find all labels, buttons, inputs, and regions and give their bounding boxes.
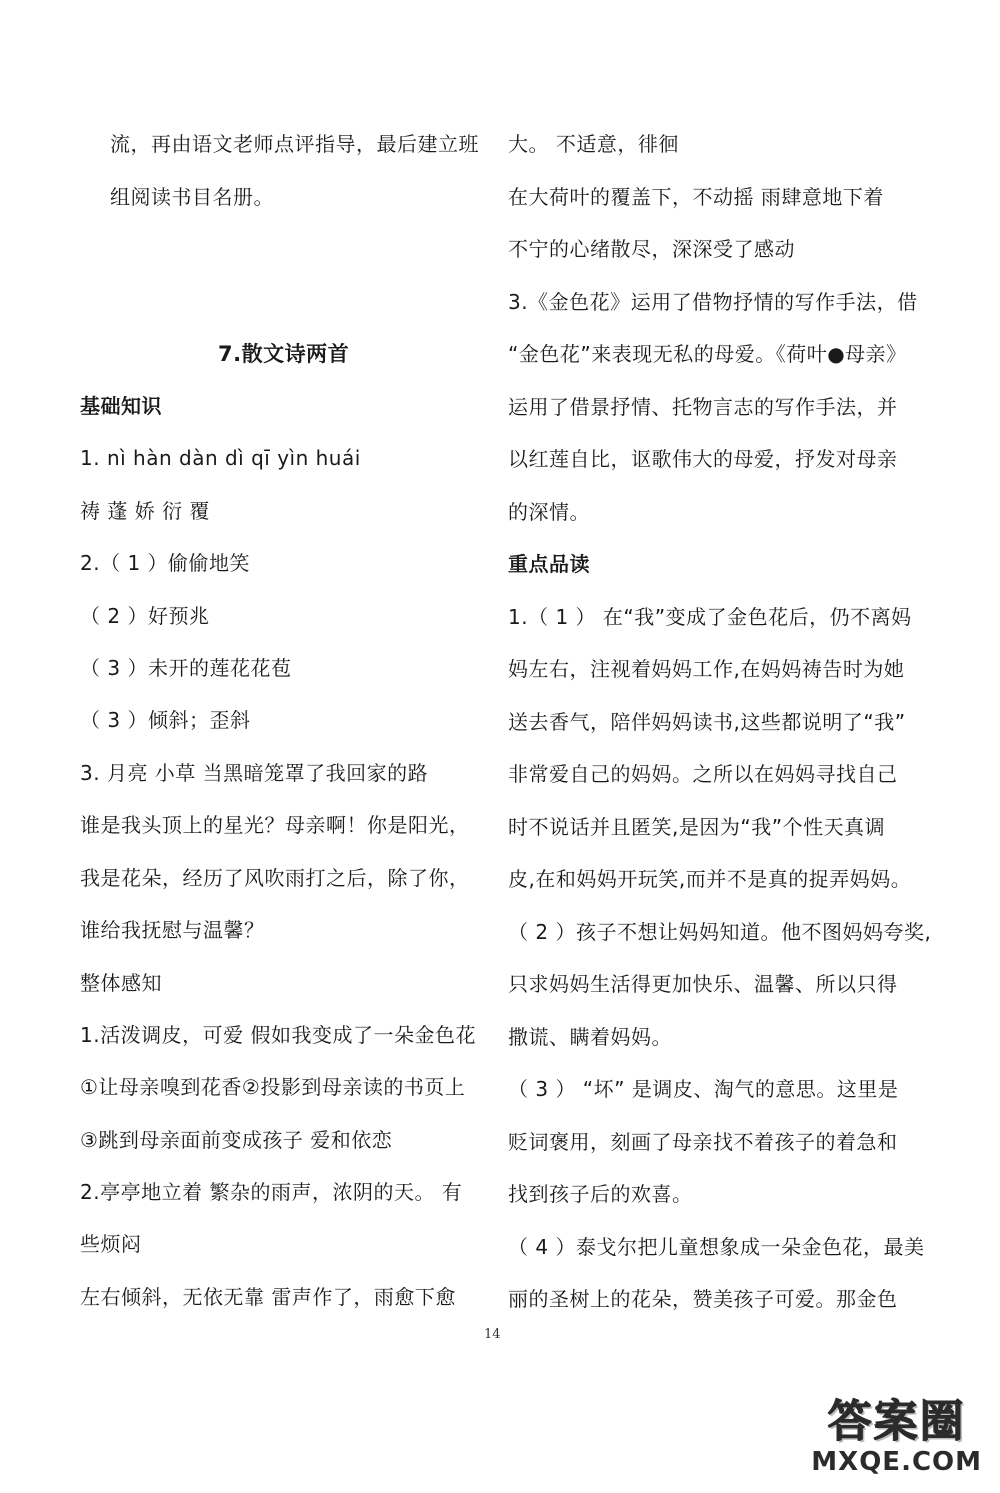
text-line: 在大荷叶的覆盖下，不动摇 雨肆意地下着 xyxy=(508,185,884,209)
text-line: （ 3 ） “坏” 是调皮、淘气的意思。这里是 xyxy=(508,1077,899,1101)
section-title: 7.散文诗两首 xyxy=(218,342,350,366)
text-line: 运用了借景抒情、托物言志的写作手法，并 xyxy=(508,395,898,419)
text-line: 只求妈妈生活得更加快乐、温馨、所以只得 xyxy=(508,972,898,996)
text-line: 组阅读书目名册。 xyxy=(110,185,274,209)
text-line: （ 3 ）未开的莲花花苞 xyxy=(80,656,292,680)
text-line: 皮,在和妈妈开玩笑,而并不是真的捉弄妈妈。 xyxy=(508,867,912,891)
text-line: ①让母亲嗅到花香②投影到母亲读的书页上 xyxy=(80,1075,466,1099)
text-line: 妈左右，注视着妈妈工作,在妈妈祷告时为她 xyxy=(508,657,905,681)
text-line: 1. nì hàn dàn dì qī yìn huái xyxy=(80,446,361,470)
text-line: 3.《金色花》运用了借物抒情的写作手法，借 xyxy=(508,290,918,314)
text-line: 些烦闷 xyxy=(80,1232,142,1256)
text-line: 我是花朵，经历了风吹雨打之后，除了你， xyxy=(80,866,470,890)
text-line: 的深情。 xyxy=(508,500,590,524)
watermark-logo-text: 答案圈 xyxy=(827,1396,966,1447)
text-line: 左右倾斜，无依无靠 雷声作了，雨愈下愈 xyxy=(80,1285,456,1309)
text-line: （ 4 ）泰戈尔把儿童想象成一朵金色花，最美 xyxy=(508,1235,925,1259)
text-line: 找到孩子后的欢喜。 xyxy=(508,1182,693,1206)
text-line: 流，再由语文老师点评指导，最后建立班 xyxy=(110,132,479,156)
section-heading: 重点品读 xyxy=(508,552,590,576)
text-line: ③跳到母亲面前变成孩子 爱和依恋 xyxy=(80,1128,393,1152)
text-line: 3. 月亮 小草 当黑暗笼罩了我回家的路 xyxy=(80,761,429,785)
text-line: 非常爱自己的妈妈。之所以在妈妈寻找自己 xyxy=(508,762,898,786)
text-line: 1.（ 1 ） 在“我”变成了金色花后，仍不离妈 xyxy=(508,605,912,629)
watermark-logo xyxy=(811,1397,982,1477)
text-line: 时不说话并且匿笑,是因为“我”个性天真调 xyxy=(508,815,886,839)
text-line: 大。 不适意，徘徊 xyxy=(508,132,679,156)
text-line: （ 3 ）倾斜；歪斜 xyxy=(80,708,251,732)
watermark-domain: MXQE.COM xyxy=(811,1447,982,1477)
text-line: （ 2 ）孩子不想让妈妈知道。他不图妈妈夸奖, xyxy=(508,920,932,944)
text-line: 不宁的心绪散尽，深深受了感动 xyxy=(508,237,795,261)
text-line: 祷 蓬 娇 衍 覆 xyxy=(80,499,210,523)
text-line: “金色花”来表现无私的母爱。《荷叶●母亲》 xyxy=(508,342,907,366)
text-line: 谁是我头顶上的星光？母亲啊！你是阳光， xyxy=(80,813,470,837)
text-line: 整体感知 xyxy=(80,971,162,995)
text-line: 谁给我抚慰与温馨？ xyxy=(80,918,265,942)
text-line: 2.（ 1 ）偷偷地笑 xyxy=(80,551,251,575)
text-line: 丽的圣树上的花朵，赞美孩子可爱。那金色 xyxy=(508,1287,898,1311)
section-heading: 基础知识 xyxy=(80,394,162,418)
text-line: 2.亭亭地立着 繁杂的雨声，浓阴的天。 有 xyxy=(80,1180,463,1204)
text-line: 以红莲自比，讴歌伟大的母爱，抒发对母亲 xyxy=(508,447,898,471)
text-line: （ 2 ）好预兆 xyxy=(80,604,210,628)
text-line: 1.活泼调皮，可爱 假如我变成了一朵金色花 xyxy=(80,1023,476,1047)
text-line: 撒谎、瞒着妈妈。 xyxy=(508,1025,672,1049)
text-line: 送去香气，陪伴妈妈读书,这些都说明了“我” xyxy=(508,710,906,734)
page-number: 14 xyxy=(484,1327,501,1342)
text-line: 贬词褒用，刻画了母亲找不着孩子的着急和 xyxy=(508,1130,898,1154)
